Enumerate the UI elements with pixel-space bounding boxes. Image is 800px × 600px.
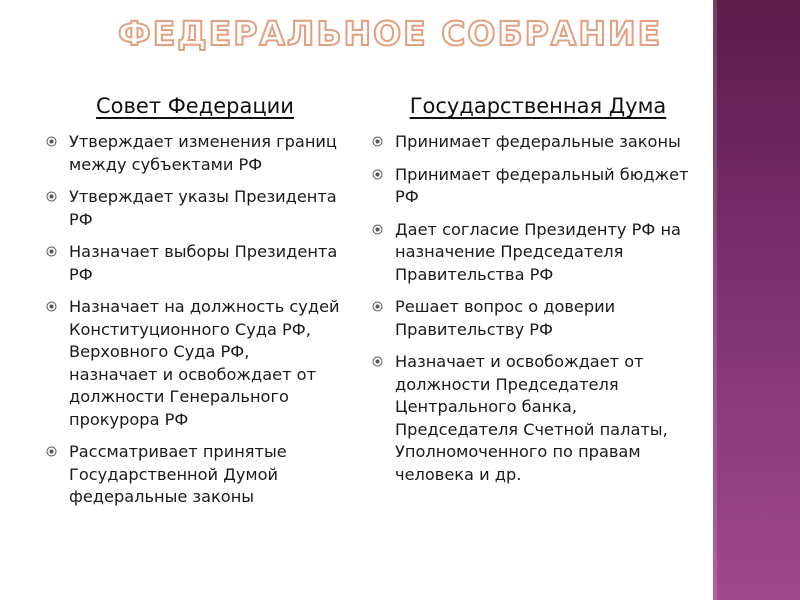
list-item-text: Решает вопрос о доверии Правительству РФ (395, 297, 616, 339)
list-item (44, 241, 340, 286)
circle-target-icon (46, 191, 57, 202)
list-item-text: Рассматривает принятые Государственной Думой федеральные законы (69, 442, 287, 506)
circle-target-icon (372, 136, 383, 147)
list-item (370, 351, 700, 486)
list-item (44, 296, 340, 431)
list-item (44, 186, 340, 231)
circle-target-icon (46, 136, 57, 147)
state-duma-heading: Государственная Дума (409, 94, 667, 118)
list-item (370, 219, 700, 287)
list-item-text: Утверждает указы Президента РФ (69, 187, 337, 229)
circle-target-icon (372, 356, 383, 367)
circle-target-icon (372, 224, 383, 235)
list-item-text: Назначает на должность судей Конституционного Суда РФ, Верховного Суда РФ, назначает и освобождает от должности Генерального прокурора РФ (69, 297, 340, 429)
state-duma-list (370, 131, 700, 486)
circle-target-icon (372, 301, 383, 312)
state-duma-column (370, 94, 700, 496)
decorative-side-band (713, 0, 800, 600)
list-item-text: Назначает выборы Президента РФ (69, 242, 338, 284)
list-item-text: Принимает федеральный бюджет РФ (395, 164, 689, 206)
list-item (44, 441, 340, 509)
list-item (370, 296, 700, 341)
federation-council-list (44, 131, 340, 509)
slide-title: ФЕДЕРАЛЬНОЕ СОБРАНИЕ (118, 14, 663, 53)
list-item-text: Назначает и освобождает от должности Председателя Центрального банка, Председателя Счетной палаты, Уполномоченного по правам человека и др. (395, 352, 668, 484)
federation-council-column (44, 94, 340, 519)
circle-target-icon (46, 246, 57, 257)
circle-target-icon (46, 301, 57, 312)
circle-target-icon (46, 446, 57, 457)
list-item (370, 131, 700, 154)
list-item-text: Принимает федеральные законы (395, 132, 681, 151)
list-item-text: Дает согласие Президенту РФ на назначение Председателя Правительства РФ (395, 219, 681, 284)
list-item-text: Утверждает изменения границ между субъектами РФ (69, 132, 337, 174)
list-item (44, 131, 340, 176)
federation-council-heading: Совет Федерации (96, 94, 294, 118)
circle-target-icon (372, 169, 383, 180)
list-item (370, 164, 700, 209)
